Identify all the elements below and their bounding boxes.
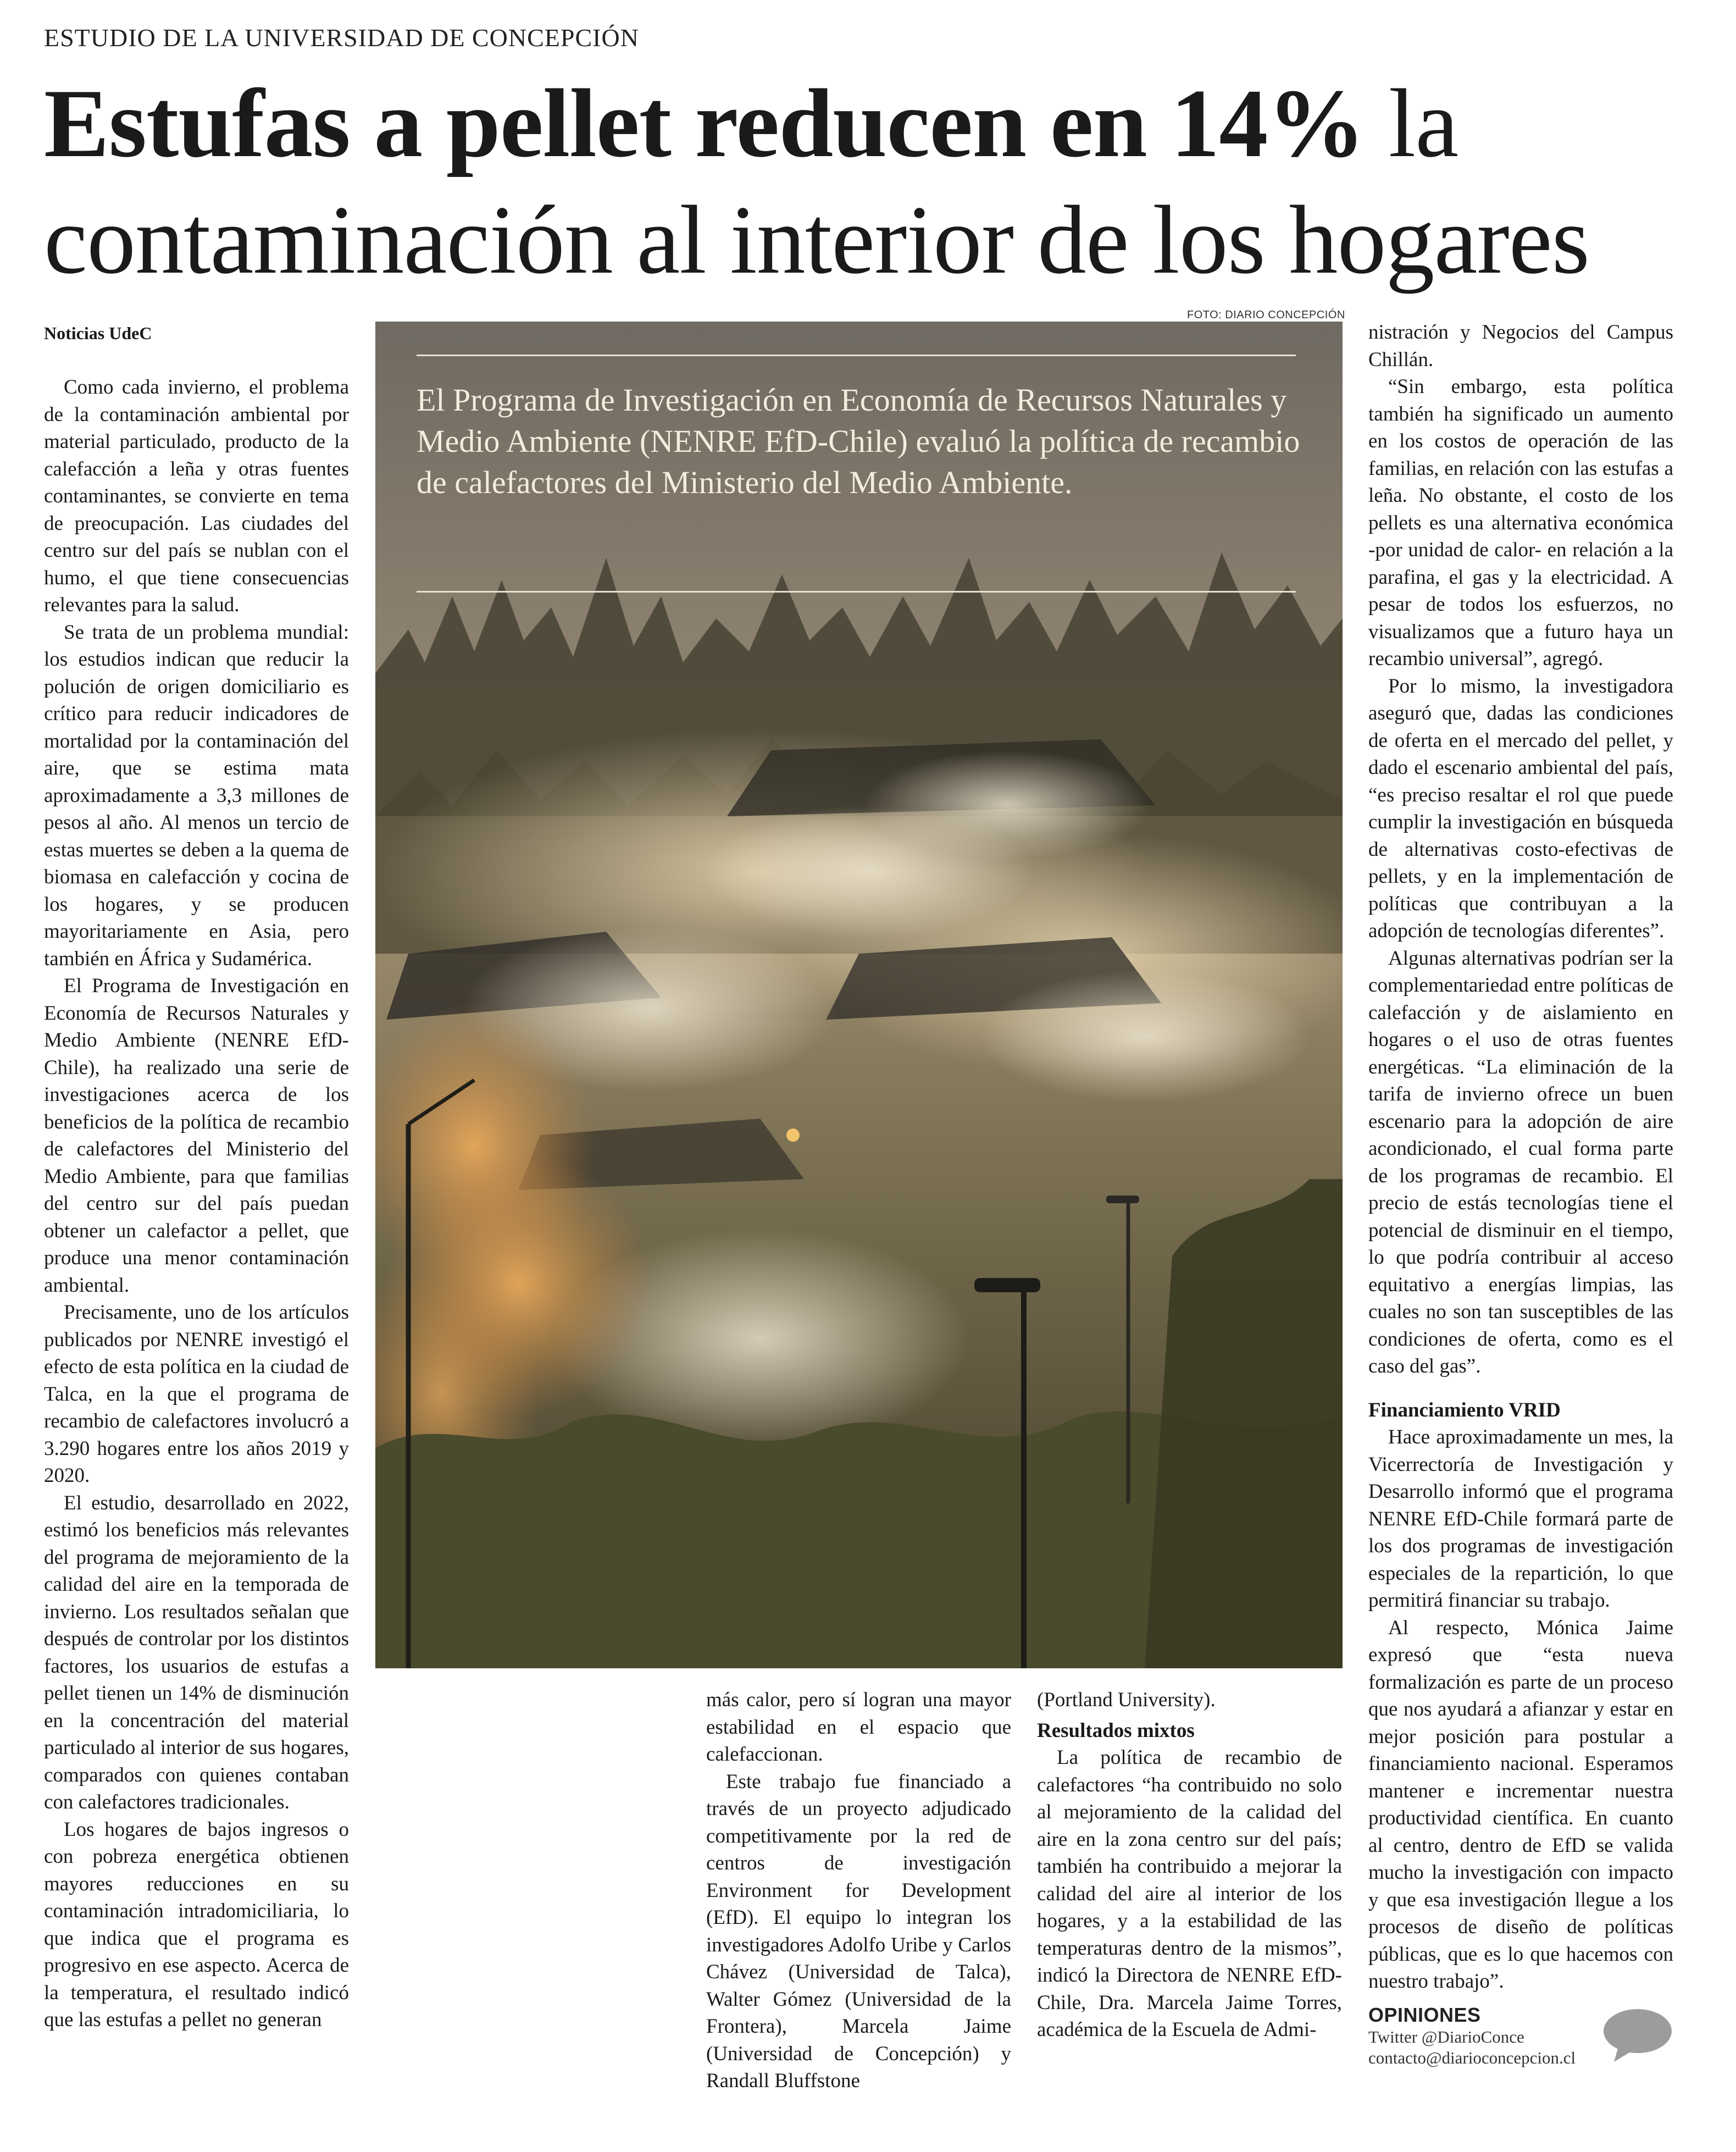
speech-bubble-icon bbox=[1602, 2008, 1673, 2063]
opiniones-title: OPINIONES bbox=[1368, 2004, 1481, 2026]
headline-bold: Estufas a pellet reducen en 14% bbox=[44, 69, 1365, 178]
byline: Noticias UdeC bbox=[44, 323, 152, 343]
smoke-over-houses-photo bbox=[375, 322, 1343, 1668]
headline-regular-2: contaminación al interior de los hogares bbox=[44, 185, 1589, 294]
paragraph: Por lo mismo, la investigadora aseguró que, dadas las condiciones de oferta en el mercado del pellet, y dado el escenario ambiental del país, “es preciso resaltar el rol que puede cumplir la investigación en búsqueda de alternativas costo-efectivas de pellets, y en la implementación de políticas que contribuyan a la adopción de tecnologías diferentes”. bbox=[1368, 674, 1673, 942]
subhead-resultados-mixtos: Resultados mixtos bbox=[1037, 1719, 1195, 1742]
paragraph: El Programa de Investigación en Economía de Recursos Naturales y Medio Ambiente (NENRE EfD-Chile), ha realizado una serie de investigaciones acerca de los beneficios de la política de recambio de calefactores del Ministerio del Medio Ambiente, para que familias del centro sur del país puedan obtener un calefactor a pellet, que produce una menor contaminación ambiental. bbox=[44, 975, 349, 1297]
pull-quote: El Programa de Investigación en Economía de Recursos Naturales y Medio Ambiente (NENRE EfD-Chile) evaluó la política de recambio de calefactores del Ministerio del Medio Ambiente. bbox=[417, 382, 1300, 500]
paragraph: más calor, pero sí logran una mayor estabilidad en el espacio que calefaccionan. bbox=[706, 1689, 1011, 1766]
paragraph: Se trata de un problema mundial: los estudios indican que reducir la polución de origen domiciliario es crítico para reducir indicadores de mortalidad por la contaminación del aire, que se estima mata aproximadamente a 3,3 millones de pesos al año. Al menos un tercio de estas muertes se deben a la quema de biomasa en calefacción y cocina de los hogares, y se producen mayoritariamente en Asia, pero también en África y Sudamérica. bbox=[44, 621, 349, 970]
headline bbox=[44, 65, 1704, 298]
subhead-financiamiento-vrid: Financiamiento VRID bbox=[1368, 1398, 1561, 1421]
paragraph: (Portland University). bbox=[1037, 1689, 1216, 1711]
paragraph: Al respecto, Mónica Jaime expresó que “esta nueva formalización es parte de un proceso que nos ayudará a afianzar y estar en mejor posición para postular a financiamiento nacional. Esperamos mantener e incrementar nuestra productividad científica. En cuanto al centro, dentro de EfD se valida mucho la investigación con impacto y que esa investigación llegue a los procesos de diseño de políticas públicas, que es lo que hacemos con nuestro trabajo”. bbox=[1368, 1616, 1673, 1993]
paragraph: Algunas alternativas podrían ser la complementariedad entre políticas de calefacción y de aislamiento en hogares o el uso de otras fuentes energéticas. “La eliminación de la tarifa de invierno ofrece un buen escenario para la adopción de aire acondicionado, el cual forma parte de los programas de recambio. El precio de estás tecnologías tiene el potencial de disminuir en el tiempo, lo que podría contribuir al acceso equitativo a energías limpias, las cuales no son tan susceptibles de las condiciones de oferta, como es el caso del gas”. bbox=[1368, 947, 1673, 1377]
paragraph: Como cada invierno, el problema de la contaminación ambiental por material particulado, producto de la calefacción a leña y otras fuentes contaminantes, se convierte en tema de preocupación. Las ciudades del centro sur del país se nublan con el humo, el que tiene consecuencias relevantes para la salud. bbox=[44, 376, 349, 616]
photo-illustration bbox=[375, 322, 1343, 1668]
paragraph: Los hogares de bajos ingresos o con pobreza energética obtienen mayores reducciones en su contaminación intradomiciliaria, lo que indica que el programa es progresivo en ese aspecto. Acerca de la temperatura, el resultado indicó que las estufas a pellet no generan bbox=[44, 1818, 349, 2031]
twitter-handle[interactable]: Twitter @DiarioConce bbox=[1368, 2027, 1524, 2046]
paragraph: Este trabajo fue financiado a través de un proyecto adjudicado competitivamente por la red de centros de investigación Environment for Development (EfD). El equipo lo integran los investigadores Adolfo Uribe y Carlos Chávez (Universidad de Talca), Walter Gómez (Universidad de la Frontera), Marcela Jaime (Universidad de Concepción) y Randall Bluffstone bbox=[706, 1770, 1011, 2092]
pull-quote-rule-bottom bbox=[417, 591, 1296, 593]
headline-regular-1: la bbox=[1365, 69, 1458, 178]
article-column-2 bbox=[706, 1686, 1011, 2095]
paragraph: “Sin embargo, esta política también ha significado un aumento en los costos de operación de las familias, en relación con las estufas a leña. No obstante, el costo de los pellets es una alternativa económica -por unidad de calor- en relación a la parafina, el gas y la electricidad. A pesar de todos los esfuerzos, no visualizamos que a futuro haya un recambio universal”, agregó. bbox=[1368, 375, 1673, 670]
contact-email[interactable]: contacto@diarioconcepcion.cl bbox=[1368, 2048, 1576, 2067]
paragraph: Hace aproximadamente un mes, la Vicerrectoría de Investigación y Desarrollo informó que el programa NENRE EfD-Chile formará parte de los dos programas de investigación especiales de la repartición, lo que permitirá financiar su trabajo. bbox=[1368, 1426, 1673, 1612]
article-column-3 bbox=[1037, 1686, 1342, 2044]
paragraph: El estudio, desarrollado en 2022, estimó los beneficios más relevantes del programa de mejoramiento de la calidad del aire en la temporada de invierno. Los resultados señalan que después de controlar por los distintos factores, los usuarios de estufas a pellet tienen un 14% de disminución en la concentración del material particulado al interior de sus hogares, comparados con quienes contaban con calefactores tradicionales. bbox=[44, 1491, 349, 1813]
article-column-1 bbox=[44, 374, 349, 2034]
photo-credit: FOTO: DIARIO CONCEPCIÓN bbox=[1187, 309, 1345, 321]
pull-quote-rule-top bbox=[417, 355, 1296, 356]
paragraph: La política de recambio de calefactores “ha contribuido no solo al mejoramiento de la calidad del aire en la zona centro sur del país; también ha contribuido a mejorar la calidad del aire al interior de los hogares, y a la estabilidad de las temperaturas dentro de la mismos”, indicó la Directora de NENRE EfD-Chile, Dra. Marcela Jaime Torres, académica de la Escuela de Admi- bbox=[1037, 1746, 1342, 2041]
section-kicker: ESTUDIO DE LA UNIVERSIDAD DE CONCEPCIÓN bbox=[44, 24, 639, 52]
opiniones-box bbox=[1368, 2004, 1676, 2068]
article-column-4 bbox=[1368, 319, 1673, 1995]
paragraph: nistración y Negocios del Campus Chillán. bbox=[1368, 321, 1673, 371]
paragraph: Precisamente, uno de los artículos publicados por NENRE investigó el efecto de esta política en la ciudad de Talca, en la que el programa de recambio de calefactores involucró a 3.290 hogares entre los años 2019 y 2020. bbox=[44, 1301, 349, 1487]
